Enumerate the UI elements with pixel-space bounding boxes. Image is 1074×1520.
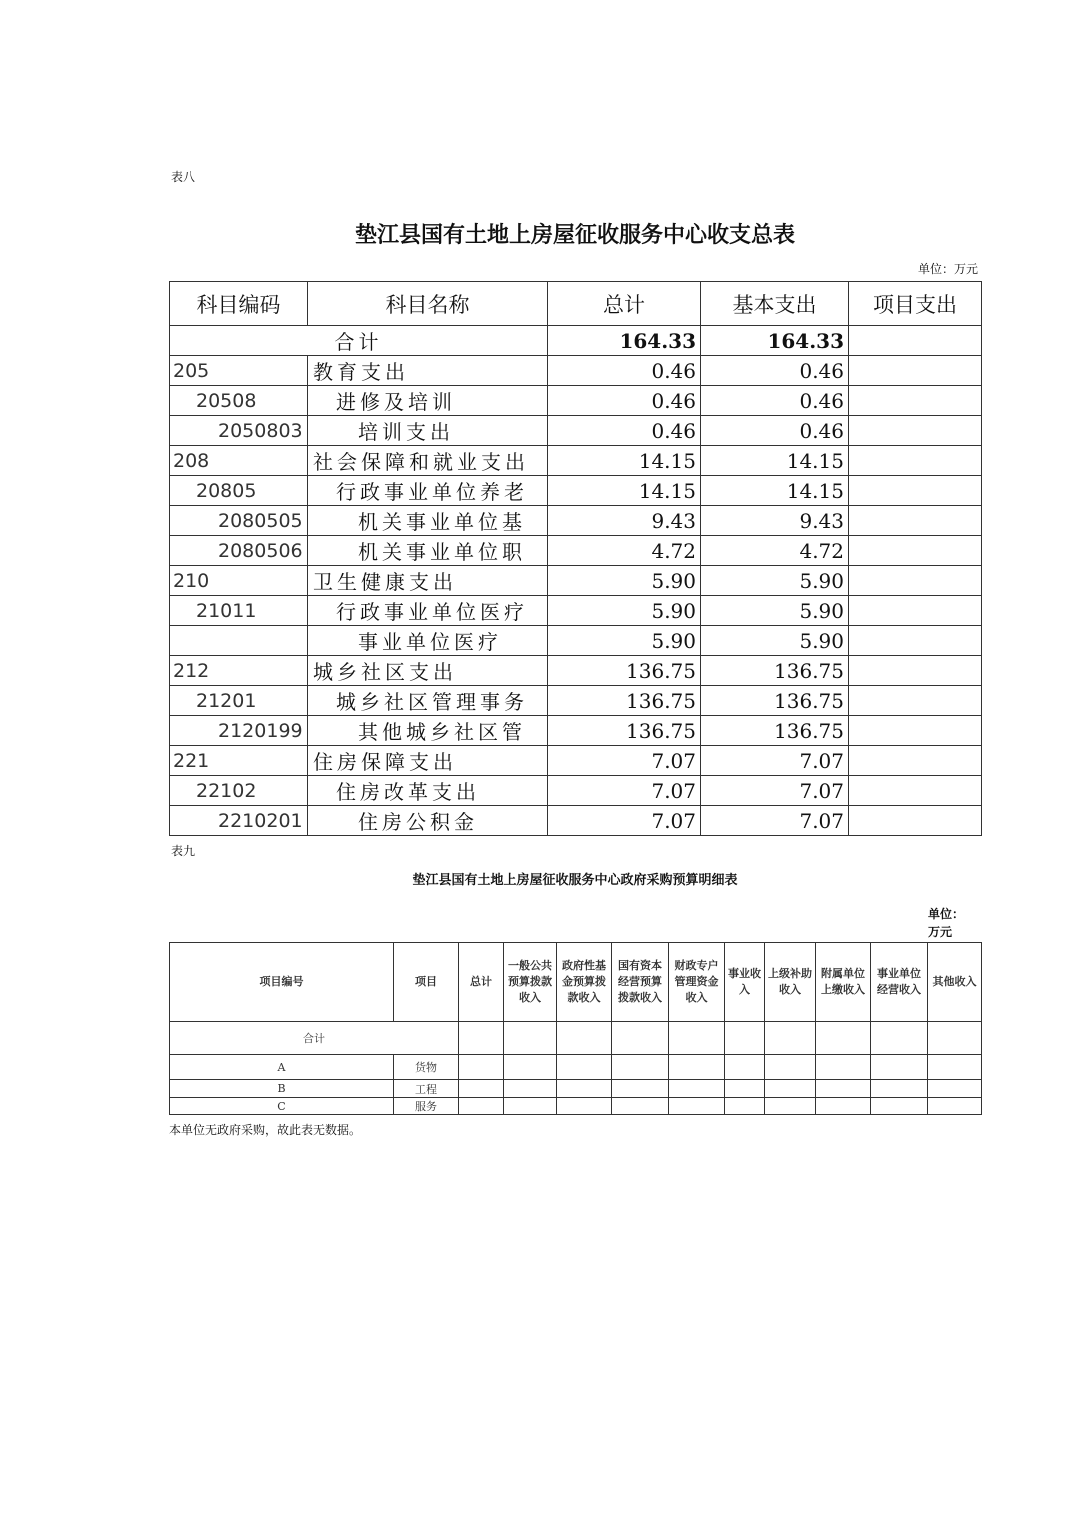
- empty-cell: [816, 1098, 871, 1115]
- total-cell: 14.15: [548, 476, 701, 506]
- basic-cell: 0.46: [701, 386, 849, 416]
- code-cell: C: [170, 1098, 394, 1115]
- name-cell: 卫生健康支出: [308, 566, 548, 596]
- table-row: [170, 746, 982, 776]
- table-row: [170, 566, 982, 596]
- project-cell: [849, 386, 982, 416]
- table9-unit: 单位：万元: [928, 907, 965, 939]
- header-cell: 项目编号: [170, 943, 394, 1022]
- empty-cell: [928, 1055, 982, 1080]
- basic-cell: 14.15: [701, 446, 849, 476]
- header-cell: 事业收入: [725, 943, 765, 1022]
- name-cell: 行政事业单位养老: [308, 476, 548, 506]
- basic-cell: 136.75: [701, 716, 849, 746]
- empty-cell: [504, 1022, 557, 1055]
- item-cell: 货物: [394, 1055, 459, 1080]
- total-cell: 7.07: [548, 776, 701, 806]
- empty-cell: [725, 1022, 765, 1055]
- basic-cell: 5.90: [701, 596, 849, 626]
- empty-cell: [504, 1098, 557, 1115]
- code-cell: 21201: [170, 686, 308, 716]
- header-cell: 科目编码: [170, 282, 308, 326]
- code-cell: 2080506: [170, 536, 308, 566]
- procurement-table: [169, 942, 982, 1115]
- name-cell: 行政事业单位医疗: [308, 596, 548, 626]
- table-row: [170, 476, 982, 506]
- total-cell: 5.90: [548, 626, 701, 656]
- empty-cell: [557, 1098, 612, 1115]
- empty-cell: [871, 1080, 928, 1098]
- empty-cell: [669, 1055, 725, 1080]
- project-cell: [849, 596, 982, 626]
- empty-cell: [612, 1055, 669, 1080]
- empty-cell: [459, 1055, 504, 1080]
- name-cell: 城乡社区支出: [308, 656, 548, 686]
- table-row: [170, 506, 982, 536]
- name-cell: 事业单位医疗: [308, 626, 548, 656]
- empty-cell: [725, 1055, 765, 1080]
- project-cell: [849, 536, 982, 566]
- project-cell: [849, 656, 982, 686]
- income-expense-table: [169, 281, 982, 836]
- table8-unit: 单位：万元: [917, 262, 978, 276]
- code-cell: [170, 626, 308, 656]
- name-cell: 住房保障支出: [308, 746, 548, 776]
- project-cell: [849, 356, 982, 386]
- code-cell: 20805: [170, 476, 308, 506]
- code-cell: 22102: [170, 776, 308, 806]
- item-cell: 服务: [394, 1098, 459, 1115]
- table-row: [170, 596, 982, 626]
- table-row: [170, 386, 982, 416]
- total-label: 合计: [170, 1022, 459, 1055]
- table-row: [170, 686, 982, 716]
- empty-cell: [557, 1055, 612, 1080]
- total-cell: 7.07: [548, 746, 701, 776]
- total-label: 合计: [170, 326, 548, 356]
- project-cell: [849, 476, 982, 506]
- basic-cell: 136.75: [701, 656, 849, 686]
- total-cell: 9.43: [548, 506, 701, 536]
- header-cell: 其他收入: [928, 943, 982, 1022]
- name-cell: 培训支出: [308, 416, 548, 446]
- project-cell: [849, 626, 982, 656]
- code-cell: 208: [170, 446, 308, 476]
- code-cell: 221: [170, 746, 308, 776]
- name-cell: 住房改革支出: [308, 776, 548, 806]
- basic-cell: 136.75: [701, 686, 849, 716]
- empty-cell: [459, 1080, 504, 1098]
- empty-cell: [459, 1098, 504, 1115]
- name-cell: 机关事业单位职: [308, 536, 548, 566]
- table-row: [170, 446, 982, 476]
- header-cell: 项目支出: [849, 282, 982, 326]
- empty-cell: [816, 1080, 871, 1098]
- name-cell: 其他城乡社区管: [308, 716, 548, 746]
- table9-note: 本单位无政府采购，故此表无数据。: [169, 1123, 362, 1137]
- code-cell: 212: [170, 656, 308, 686]
- basic-cell: 5.90: [701, 566, 849, 596]
- project-cell: [849, 686, 982, 716]
- table-row: [170, 356, 982, 386]
- empty-cell: [871, 1022, 928, 1055]
- total-cell: 5.90: [548, 596, 701, 626]
- empty-cell: [765, 1080, 816, 1098]
- empty-cell: [669, 1080, 725, 1098]
- header-cell: 国有资本经营预算拨款收入: [612, 943, 669, 1022]
- table-row: [170, 656, 982, 686]
- code-cell: 2210201: [170, 806, 308, 836]
- empty-cell: [928, 1098, 982, 1115]
- table-row: [170, 626, 982, 656]
- header-cell: 附属单位上缴收入: [816, 943, 871, 1022]
- total-row: [170, 1022, 982, 1055]
- empty-cell: [504, 1055, 557, 1080]
- empty-cell: [669, 1022, 725, 1055]
- table-row: [170, 536, 982, 566]
- project-cell: [849, 776, 982, 806]
- header-cell: 一般公共预算拨款收入: [504, 943, 557, 1022]
- basic-cell: 9.43: [701, 506, 849, 536]
- code-cell: A: [170, 1055, 394, 1080]
- total-cell: 4.72: [548, 536, 701, 566]
- header-cell: 事业单位经营收入: [871, 943, 928, 1022]
- header-cell: 政府性基金预算拨款收入: [557, 943, 612, 1022]
- empty-cell: [871, 1055, 928, 1080]
- total-cell: 14.15: [548, 446, 701, 476]
- header-cell: 上级补助收入: [765, 943, 816, 1022]
- table-row: [170, 716, 982, 746]
- table9-title: 垫江县国有土地上房屋征收服务中心政府采购预算明细表: [412, 873, 738, 888]
- empty-cell: [612, 1080, 669, 1098]
- empty-cell: [928, 1080, 982, 1098]
- table-row: [170, 806, 982, 836]
- item-cell: 工程: [394, 1080, 459, 1098]
- empty-cell: [765, 1022, 816, 1055]
- total-cell: 136.75: [548, 716, 701, 746]
- project-cell: [849, 506, 982, 536]
- basic-cell: 0.46: [701, 356, 849, 386]
- total-cell: 5.90: [548, 566, 701, 596]
- empty-cell: [765, 1098, 816, 1115]
- code-cell: 2080505: [170, 506, 308, 536]
- header-row: [170, 282, 982, 326]
- header-cell: 总计: [459, 943, 504, 1022]
- table-row: [170, 416, 982, 446]
- project-cell: [849, 806, 982, 836]
- empty-cell: [459, 1022, 504, 1055]
- code-cell: B: [170, 1080, 394, 1098]
- empty-cell: [765, 1055, 816, 1080]
- empty-cell: [669, 1098, 725, 1115]
- code-cell: 2050803: [170, 416, 308, 446]
- total-value: 164.33: [548, 326, 701, 356]
- total-row: [170, 326, 982, 356]
- empty-cell: [816, 1055, 871, 1080]
- project-cell: [849, 446, 982, 476]
- empty-cell: [504, 1080, 557, 1098]
- project-cell: [849, 566, 982, 596]
- code-cell: 210: [170, 566, 308, 596]
- project-value: [849, 326, 982, 356]
- code-cell: 2120199: [170, 716, 308, 746]
- empty-cell: [725, 1080, 765, 1098]
- project-cell: [849, 746, 982, 776]
- empty-cell: [612, 1098, 669, 1115]
- header-cell: 财政专户管理资金收入: [669, 943, 725, 1022]
- basic-cell: 7.07: [701, 746, 849, 776]
- project-cell: [849, 716, 982, 746]
- empty-cell: [557, 1080, 612, 1098]
- header-cell: 总计: [548, 282, 701, 326]
- basic-cell: 5.90: [701, 626, 849, 656]
- table-row: [170, 776, 982, 806]
- total-cell: 136.75: [548, 686, 701, 716]
- name-cell: 住房公积金: [308, 806, 548, 836]
- basic-cell: 7.07: [701, 776, 849, 806]
- empty-cell: [871, 1098, 928, 1115]
- total-cell: 0.46: [548, 416, 701, 446]
- basic-value: 164.33: [701, 326, 849, 356]
- empty-cell: [612, 1022, 669, 1055]
- table-row: [170, 1055, 982, 1080]
- code-cell: 21011: [170, 596, 308, 626]
- table9-label: 表九: [171, 844, 196, 858]
- empty-cell: [557, 1022, 612, 1055]
- code-cell: 205: [170, 356, 308, 386]
- empty-cell: [928, 1022, 982, 1055]
- name-cell: 城乡社区管理事务: [308, 686, 548, 716]
- table-row: [170, 1098, 982, 1115]
- total-cell: 0.46: [548, 356, 701, 386]
- basic-cell: 0.46: [701, 416, 849, 446]
- basic-cell: 7.07: [701, 806, 849, 836]
- total-cell: 7.07: [548, 806, 701, 836]
- header-row: [170, 943, 982, 1022]
- empty-cell: [725, 1098, 765, 1115]
- name-cell: 进修及培训: [308, 386, 548, 416]
- header-cell: 基本支出: [701, 282, 849, 326]
- header-cell: 项目: [394, 943, 459, 1022]
- basic-cell: 14.15: [701, 476, 849, 506]
- empty-cell: [816, 1022, 871, 1055]
- table-row: [170, 1080, 982, 1098]
- project-cell: [849, 416, 982, 446]
- code-cell: 20508: [170, 386, 308, 416]
- name-cell: 社会保障和就业支出: [308, 446, 548, 476]
- table8-title: 垫江县国有土地上房屋征收服务中心收支总表: [354, 222, 795, 248]
- name-cell: 教育支出: [308, 356, 548, 386]
- basic-cell: 4.72: [701, 536, 849, 566]
- header-cell: 科目名称: [308, 282, 548, 326]
- name-cell: 机关事业单位基: [308, 506, 548, 536]
- table8-label: 表八: [171, 170, 196, 184]
- total-cell: 0.46: [548, 386, 701, 416]
- total-cell: 136.75: [548, 656, 701, 686]
